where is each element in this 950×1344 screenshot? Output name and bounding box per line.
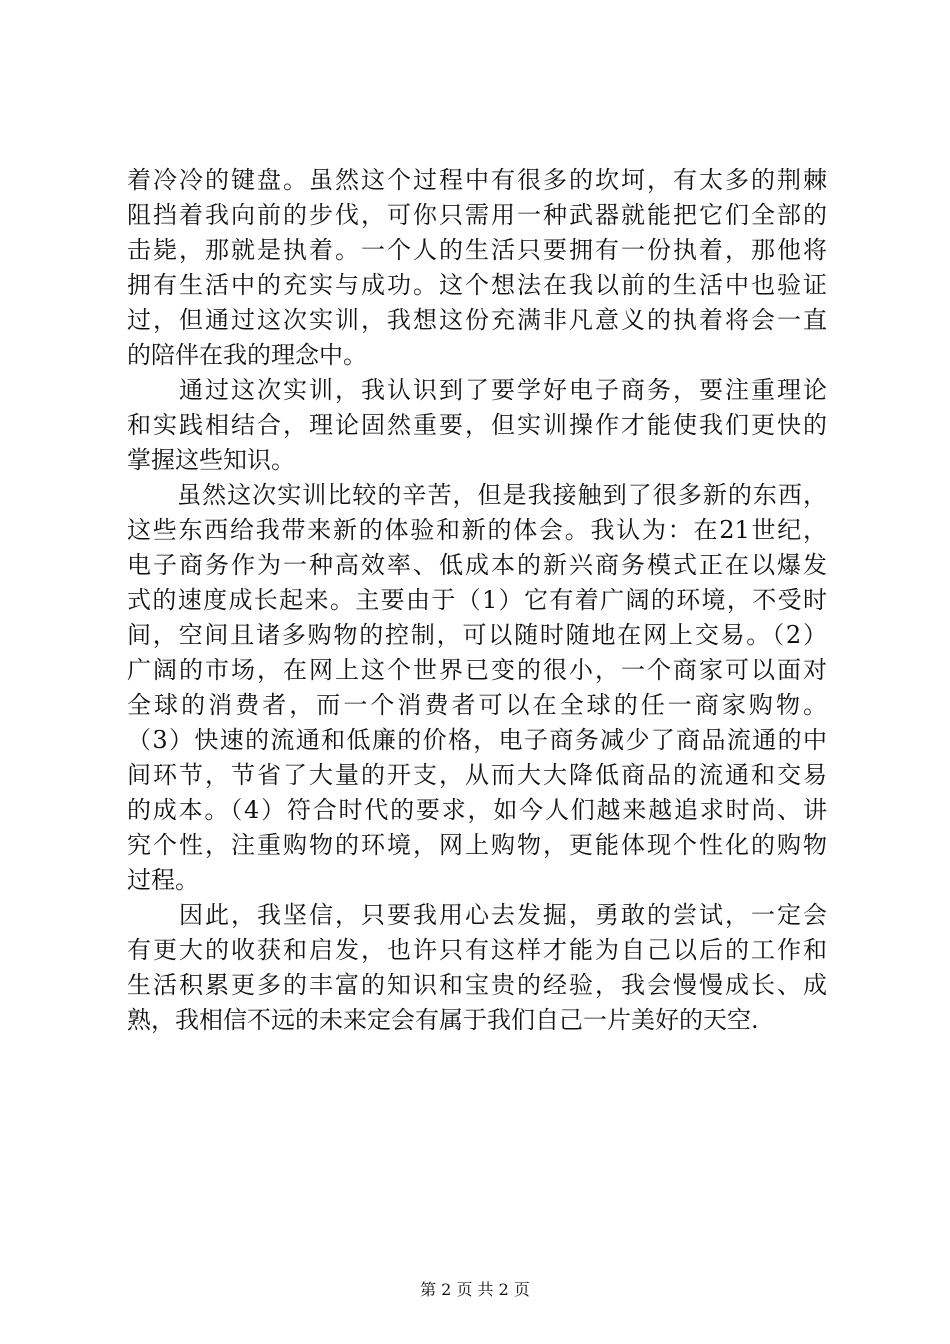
body-text <box>127 163 827 1038</box>
text-line: 掌握这些知识。 <box>127 446 295 474</box>
text-line: 熟，我相信不远的未来定会有属于我们自己一片美好的天空. <box>127 1006 759 1034</box>
text-line: 间，空间且诸多购物的控制，可以随时随地在网上交易。（2） <box>127 621 827 649</box>
text-line: 因此，我坚信，只要我用心去发掘，勇敢的尝试，一定会 <box>127 901 827 929</box>
text-line: 着冷冷的键盘。虽然这个过程中有很多的坎坷，有太多的荆棘 <box>127 166 827 194</box>
text-line: （3）快速的流通和低廉的价格，电子商务减少了商品流通的中 <box>127 726 827 754</box>
text-line: 式的速度成长起来。主要由于（1）它有着广阔的环境，不受时 <box>127 586 827 614</box>
text-line: 电子商务作为一种高效率、低成本的新兴商务模式正在以爆发 <box>127 551 827 579</box>
text-line: 有更大的收获和启发，也许只有这样才能为自己以后的工作和 <box>127 936 827 964</box>
text-line: 拥有生活中的充实与成功。这个想法在我以前的生活中也验证 <box>127 271 827 299</box>
page-number-footer: 第 2 页 共 2 页 <box>420 1280 530 1299</box>
text-line: 过程。 <box>127 866 199 894</box>
text-line: 的成本。（4）符合时代的要求，如今人们越来越追求时尚、讲 <box>127 796 827 824</box>
text-line: 生活积累更多的丰富的知识和宝贵的经验，我会慢慢成长、成 <box>127 971 827 999</box>
text-line: 通过这次实训，我认识到了要学好电子商务，要注重理论 <box>127 376 827 404</box>
text-line: 这些东西给我带来新的体验和新的体会。我认为：在21世纪， <box>127 516 827 544</box>
text-line: 击毙，那就是执着。一个人的生活只要拥有一份执着，那他将 <box>127 236 827 264</box>
text-line: 过，但通过这次实训，我想这份充满非凡意义的执着将会一直 <box>127 306 827 334</box>
text-line: 全球的消费者，而一个消费者可以在全球的任一商家购物。 <box>127 691 827 719</box>
text-line: 间环节，节省了大量的开支，从而大大降低商品的流通和交易 <box>127 761 827 789</box>
text-line: 阻挡着我向前的步伐，可你只需用一种武器就能把它们全部的 <box>127 201 827 229</box>
text-line: 和实践相结合，理论固然重要，但实训操作才能使我们更快的 <box>127 411 827 439</box>
text-line: 虽然这次实训比较的辛苦，但是我接触到了很多新的东西， <box>127 481 827 509</box>
text-line: 的陪伴在我的理念中。 <box>127 341 367 369</box>
text-line: 广阔的市场，在网上这个世界已变的很小，一个商家可以面对 <box>127 656 827 684</box>
text-line: 究个性，注重购物的环境，网上购物，更能体现个性化的购物 <box>127 831 827 859</box>
